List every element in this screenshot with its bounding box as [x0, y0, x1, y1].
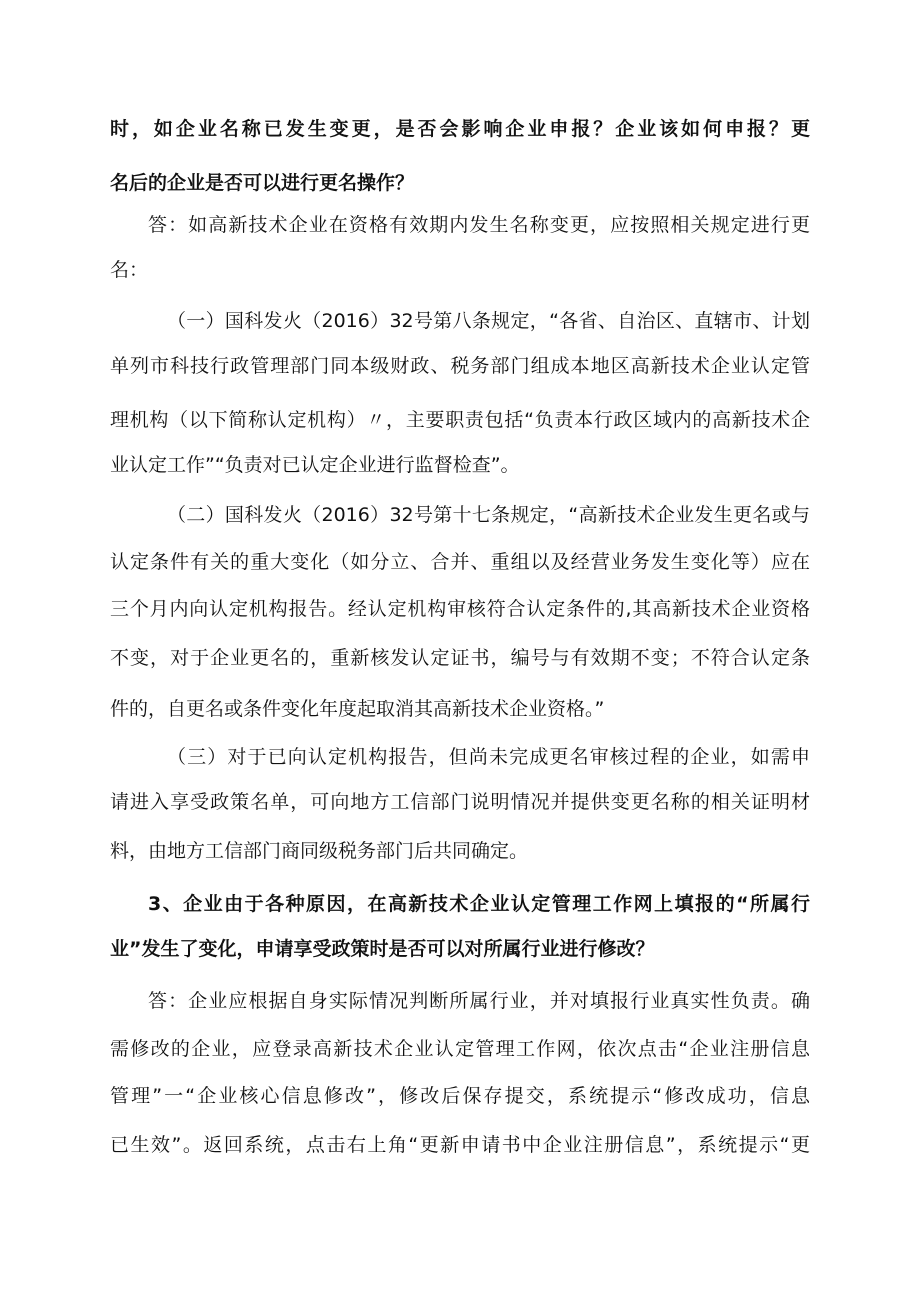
item-two-line: 认定条件有关的重大变化（如分立、合并、重组以及经营业务发生变化等）应在: [110, 551, 810, 573]
item-one-line: 业认定工作”“负责对已认定企业进行监督检查”。: [110, 454, 520, 476]
answer-3-line: 管理”一“企业核心信息修改”，修改后保存提交，系统提示“修改成功，信息: [110, 1085, 810, 1107]
item-two-line: 不变，对于企业更名的，重新核发认定证书，编号与有效期不变；不符合认定条: [110, 647, 810, 669]
item-two-line: （二）国科发火（2016）32号第十七条规定，“高新技术企业发生更名或与: [167, 504, 810, 526]
answer-paragraph-line: 答：如高新技术企业在资格有效期内发生名称变更，应按照相关规定进行更: [148, 214, 810, 236]
answer-3-line: 需修改的企业，应登录高新技术企业认定管理工作网，依次点击“企业注册信息: [110, 1038, 810, 1060]
item-one-line: （一）国科发火（2016）32号第八条规定，“各省、自治区、直辖市、计划: [167, 310, 810, 332]
item-three-line: 料，由地方工信部门商同级税务部门后共同确定。: [110, 840, 529, 862]
item-one-line: 单列市科技行政管理部门同本级财政、税务部门组成本地区高新技术企业认定管: [110, 355, 810, 377]
answer-paragraph-line: 名：: [110, 259, 149, 281]
item-two-line: 三个月内向认定机构报告。经认定机构审核符合认定条件的,其高新技术企业资格: [110, 598, 810, 620]
answer-3-line: 答：企业应根据自身实际情况判断所属行业，并对填报行业真实性负责。确: [148, 990, 810, 1012]
item-three-line: 请进入享受政策名单，可向地方工信部门说明情况并提供变更名称的相关证明材: [110, 791, 810, 813]
item-one-line: 理机构（以下简称认定机构）〃，主要职责包括“负责本行政区域内的高新技术企: [110, 409, 810, 431]
item-three-line: （三）对于已向认定机构报告，但尚未完成更名审核过程的企业，如需申: [167, 746, 810, 768]
item-two-line: 件的，自更名或条件变化年度起取消其高新技术企业资格。”: [110, 698, 605, 720]
answer-3-line: 已生效”。返回系统，点击右上角“更新申请书中企业注册信息”，系统提示“更: [110, 1134, 810, 1156]
question-heading-line-1: 时，如企业名称已发生变更，是否会影响企业申报？企业该如何申报？更: [110, 118, 810, 140]
question-heading-line-2: 名后的企业是否可以进行更名操作？: [110, 172, 415, 194]
question-3-heading-line-2: 业”发生了变化，申请享受政策时是否可以对所属行业进行修改？: [110, 938, 655, 960]
question-3-heading-line-1: 3、企业由于各种原因，在高新技术企业认定管理工作网上填报的“所属行: [148, 893, 810, 915]
